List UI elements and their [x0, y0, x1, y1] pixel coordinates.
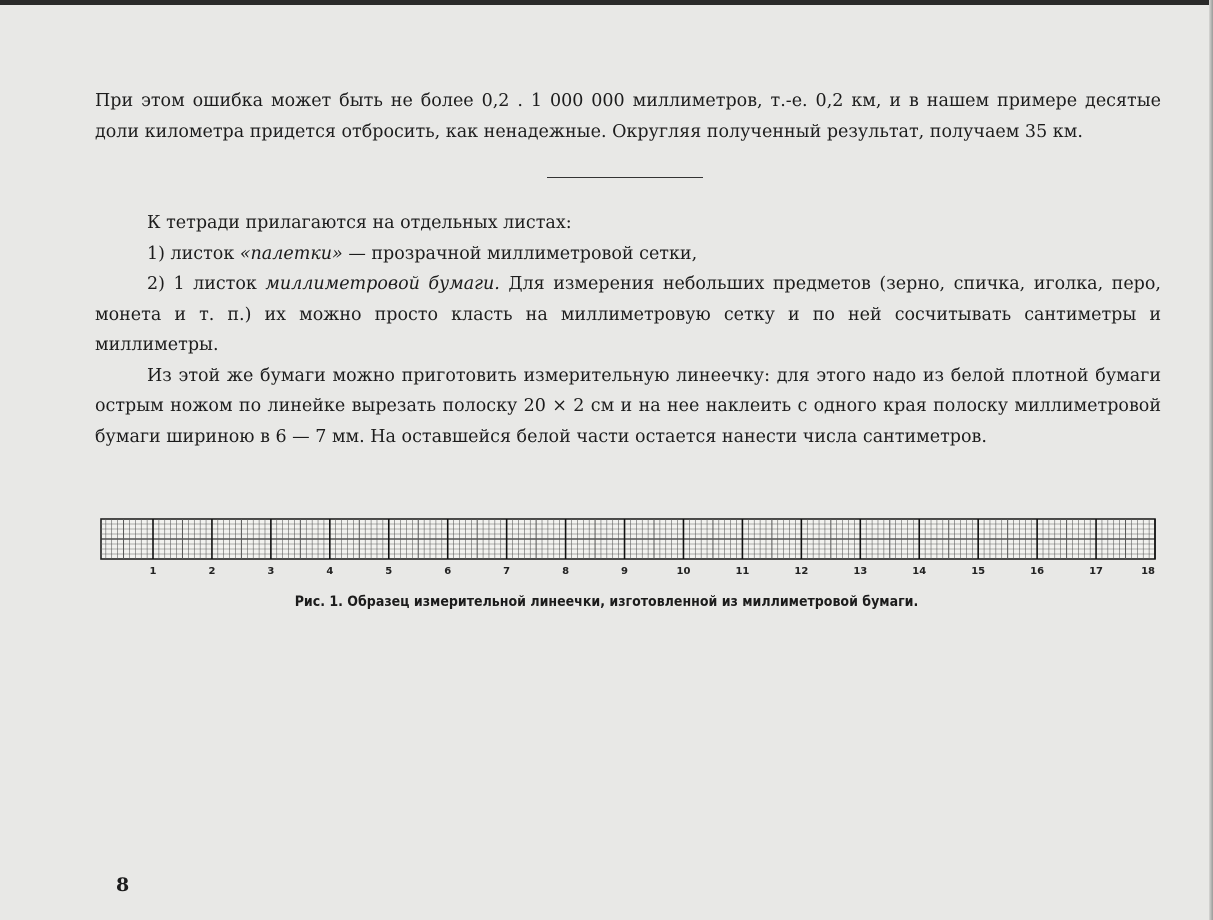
item-1-prefix: 1) листок	[147, 243, 240, 264]
ruler-graphic	[95, 516, 1161, 576]
list-item-1	[95, 239, 1161, 270]
figure-caption: Рис. 1. Образец измерительной линеечки, изготовленной из миллиметровой бумаги.	[294, 594, 919, 610]
paragraph-1-text: При этом ошибка может быть не более 0,2 . 1 000 000 миллиметров, т.-е. 0,2 км, и в нашем примере десятые доли километра придется отбросить, как ненадежные. Округляя полученный результат, получаем 35 км.	[95, 91, 1161, 142]
ruler-cm-label: 7	[503, 566, 511, 576]
item-1-suffix: — прозрачной миллиметровой сетки,	[342, 243, 698, 264]
list-item-2	[95, 269, 1161, 361]
bleed-through-text	[200, 620, 1160, 870]
ruler-cm-label: 18	[1141, 566, 1155, 576]
item-2-emphasis: миллиметровой бумаги.	[265, 274, 500, 294]
ruler-cm-label: 14	[912, 566, 927, 576]
ruler-cm-label: 8	[562, 566, 570, 576]
ruler-cm-label: 2	[208, 566, 216, 576]
item-2-prefix: 2) 1 листок	[147, 274, 266, 294]
ruler-cm-label: 16	[1030, 566, 1045, 576]
paragraph-error-estimate	[95, 86, 1161, 147]
page-number: 8	[116, 874, 130, 896]
intro-line: К тетради прилагаются на отдельных листах:	[147, 213, 572, 233]
page-right-edge	[1209, 0, 1213, 920]
attachments-section	[95, 208, 1161, 452]
ruler-cm-label: 10	[676, 566, 691, 576]
paragraph-ruler-instructions: Из этой же бумаги можно приготовить измерительную линеечку: для этого надо из белой плотной бумаги острым ножом по линейке вырезать полоску 20 × 2 см и на нее наклеить с одного края полоску миллиметровой бумаги шириною в 6 — 7 мм. На оставшейся белой части остается нанести числа сантиметров.	[95, 365, 1161, 447]
ruler-cm-label: 15	[971, 566, 986, 576]
ruler-cm-label: 12	[794, 566, 809, 576]
ruler-cm-label: 5	[385, 566, 393, 576]
section-divider	[547, 177, 703, 178]
ruler-cm-label: 9	[621, 566, 629, 576]
ruler-cm-label: 4	[326, 566, 334, 576]
millimeter-ruler-figure	[95, 516, 1161, 576]
ruler-cm-label: 11	[735, 566, 750, 576]
ruler-cm-label: 6	[444, 566, 452, 576]
item-1-emphasis: «палетки»	[239, 243, 343, 264]
ruler-cm-label: 13	[853, 566, 868, 576]
page-top-edge	[0, 0, 1213, 5]
ruler-cm-label: 3	[267, 566, 275, 576]
ruler-cm-label: 17	[1089, 566, 1104, 576]
item-2-suffix: Для измерения небольших предметов (зерно, спичка, иголка, перо, монета и т. п.) их можно просто класть на миллиметровую сетку и по ней сосчитывать сантиметры и миллиметры.	[95, 274, 1161, 355]
ruler-cm-label: 1	[149, 566, 157, 576]
